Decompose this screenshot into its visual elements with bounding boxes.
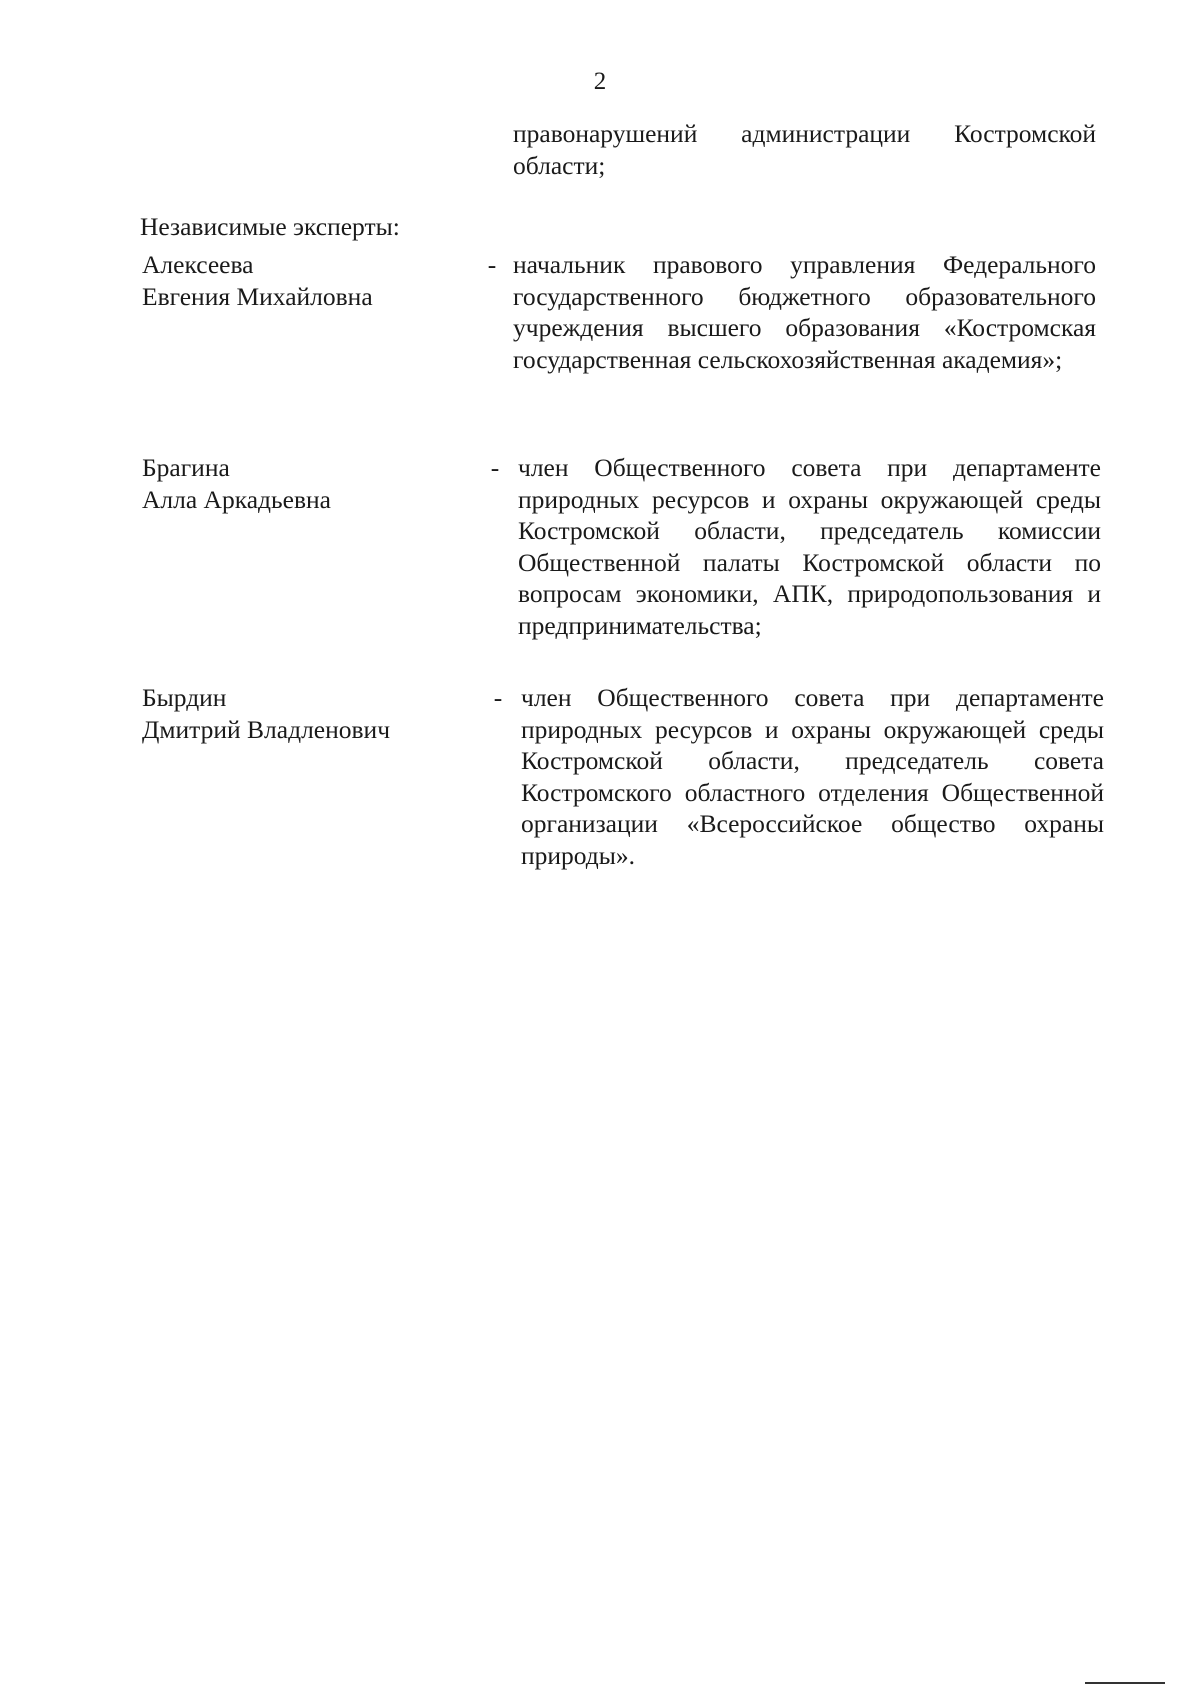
member-name	[142, 682, 462, 745]
member-description: начальник правового управления Федерального государственного бюджетного образовательного учреждения высшего образования «Костромская государственная сельскохозяйственная академия»;	[513, 250, 1096, 374]
member-surname: Брагина	[142, 453, 230, 482]
member-given-names: Алла Аркадьевна	[142, 484, 331, 514]
member-given-names: Дмитрий Владленович	[142, 714, 391, 744]
member-name	[142, 249, 462, 312]
member-dash: -	[487, 250, 497, 279]
member-dash: -	[490, 453, 500, 482]
member-dash: -	[493, 683, 503, 712]
continuation-text: правонарушений администрации Костромской области;	[513, 119, 1096, 180]
section-heading: Независимые эксперты:	[140, 212, 400, 241]
member-surname: Алексеева	[142, 250, 254, 279]
member-given-names: Евгения Михайловна	[142, 281, 373, 311]
member-description: член Общественного совета при департаменте природных ресурсов и охраны окружающей среды Костромской области, председатель совета Костромского областного отделения Общественной организации «Всероссийское общество охраны природы».	[521, 683, 1104, 870]
page-number: 2	[593, 68, 607, 95]
footer-rule	[1085, 1682, 1165, 1684]
member-surname: Бырдин	[142, 683, 227, 712]
member-description: член Общественного совета при департаменте природных ресурсов и охраны окружающей среды Костромской области, председатель комиссии Общественной палаты Костромской области по вопросам экономики, АПК, природопользования и предпринимательства;	[518, 453, 1101, 640]
member-name	[142, 452, 462, 515]
